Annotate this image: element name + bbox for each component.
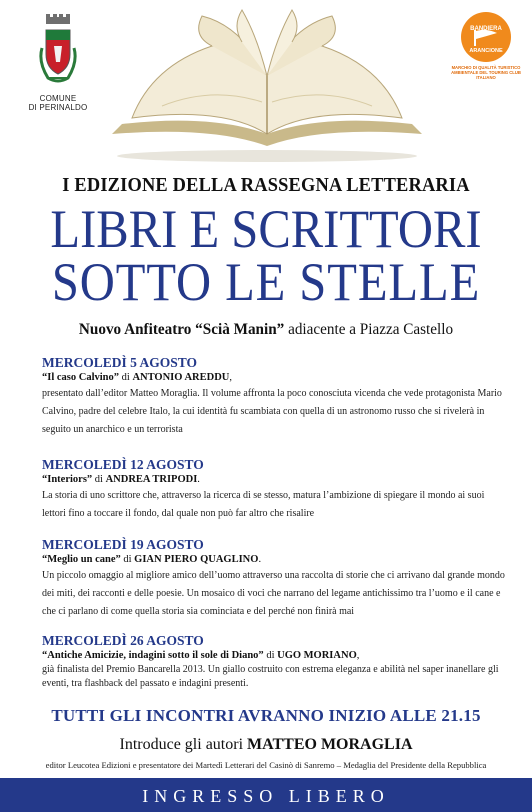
event-description: Un piccolo omaggio al migliore amico dell’uomo attraverso una raccolta di storie che ci arrivano dal grande mondo dei miti, dei racconti e delle poesie. Un mosaico di voci che narrano del legame antichissimo tra l’uomo e il cane e che ci parlano di come quella storia sia cominciata e del perché non finirà mai <box>42 570 505 617</box>
start-time-notice: TUTTI GLI INCONTRI AVRANNO INIZIO ALLE 21.15 <box>51 706 481 725</box>
event-work <box>42 473 510 487</box>
event-date: MERCOLEDÌ 26 AGOSTO <box>42 633 204 648</box>
event-date: MERCOLEDÌ 12 AGOSTO <box>42 457 204 472</box>
event-description: La storia di uno scrittore che, attraverso la ricerca di se stesso, matura l’ambizione di spiegare il mondo ai suoi lettori fino a toccare il fondo, dal quale non può far altro che risalire <box>42 490 485 519</box>
event-item <box>42 354 510 439</box>
event-item <box>42 536 510 621</box>
event-work-title: “Antiche Amicizie, indagini sotto il sole di Diano” <box>42 650 264 661</box>
event-item <box>42 456 510 523</box>
venue-name: Nuovo Anfiteatro “Scià Manin” <box>78 321 285 338</box>
event-date: MERCOLEDÌ 5 AGOSTO <box>42 355 198 370</box>
shield-icon <box>38 28 78 86</box>
badge-word-arancione: ARANCIONE <box>469 48 503 54</box>
event-description: presentato dall’editor Matteo Moraglia. Il volume affronta la poco conosciuta vicenda che vede protagonista Mario Calvino, padre del celebre Italo, la cui identità fu scambiata con quella di un astronomo russo che si rivelerà in seguito un anarchico e un terrorista <box>42 388 502 435</box>
event-work-suffix: . <box>197 474 200 485</box>
event-work-connector: di <box>119 372 133 383</box>
badge-caption: MARCHIO DI QUALITÀ TURISTICO AMBIENTALE DEL TOURING CLUB ITALIANO <box>451 65 521 80</box>
free-entry-banner <box>0 778 532 812</box>
free-entry-text: INGRESSO LIBERO <box>142 786 390 806</box>
venue-line <box>13 321 518 339</box>
introducer-line <box>0 736 532 754</box>
introducer-text: Introduce gli autori <box>119 736 248 753</box>
event-work-title: “Meglio un cane” <box>42 554 121 565</box>
event-work-suffix: , <box>229 372 233 383</box>
event-work <box>42 649 510 663</box>
event-work-suffix: , <box>356 650 360 661</box>
crown-icon <box>45 14 71 24</box>
introducer-name: MATTEO MORAGLIA <box>247 736 413 753</box>
event-work-title: “Il caso Calvino” <box>42 372 120 383</box>
event-description: già finalista del Premio Bancarella 2013. Un giallo costruito con estrema eleganza e abilità nel saper inanellare gli eventi, tra flashback del passato e indagini presenti. <box>42 664 499 689</box>
event-author: GIAN PIERO QUAGLINO <box>134 554 259 565</box>
orange-flag-badge <box>451 12 521 122</box>
event-work-suffix: . <box>258 554 262 565</box>
event-work <box>42 371 510 385</box>
event-item <box>42 632 510 691</box>
event-work-connector: di <box>92 474 106 485</box>
event-work <box>42 553 510 567</box>
event-work-connector: di <box>263 650 278 661</box>
badge-word-bandiera: BANDIERA <box>470 26 502 32</box>
event-date: MERCOLEDÌ 19 AGOSTO <box>42 537 204 552</box>
introducer-credentials: editor Leucotea Edizioni e presentatore dei Martedì Letterari del Casinò di Sanremo – Medaglia del Presidente della Repubblica <box>45 760 487 770</box>
municipality-name <box>28 94 88 112</box>
main-title-line1: LIBRI E SCRITTORI <box>50 199 482 259</box>
open-book-icon <box>92 6 442 166</box>
event-author: ANTONIO AREDDU <box>132 372 230 383</box>
main-title-line2: SOTTO LE STELLE <box>51 252 481 312</box>
event-author: ANDREA TRIPODI <box>105 474 198 485</box>
municipality-line2: DI PERINALDO <box>28 103 88 112</box>
municipality-line1: COMUNE <box>39 94 77 103</box>
flag-icon <box>473 30 499 46</box>
poster-header <box>0 0 532 170</box>
venue-location: adiacente a Piazza Castello <box>284 321 454 338</box>
event-work-title: “Interiors” <box>42 474 93 485</box>
event-work-connector: di <box>120 554 135 565</box>
event-author: UGO MORIANO <box>277 650 357 661</box>
edition-heading: I EDIZIONE DELLA RASSEGNA LETTERARIA <box>62 174 470 196</box>
